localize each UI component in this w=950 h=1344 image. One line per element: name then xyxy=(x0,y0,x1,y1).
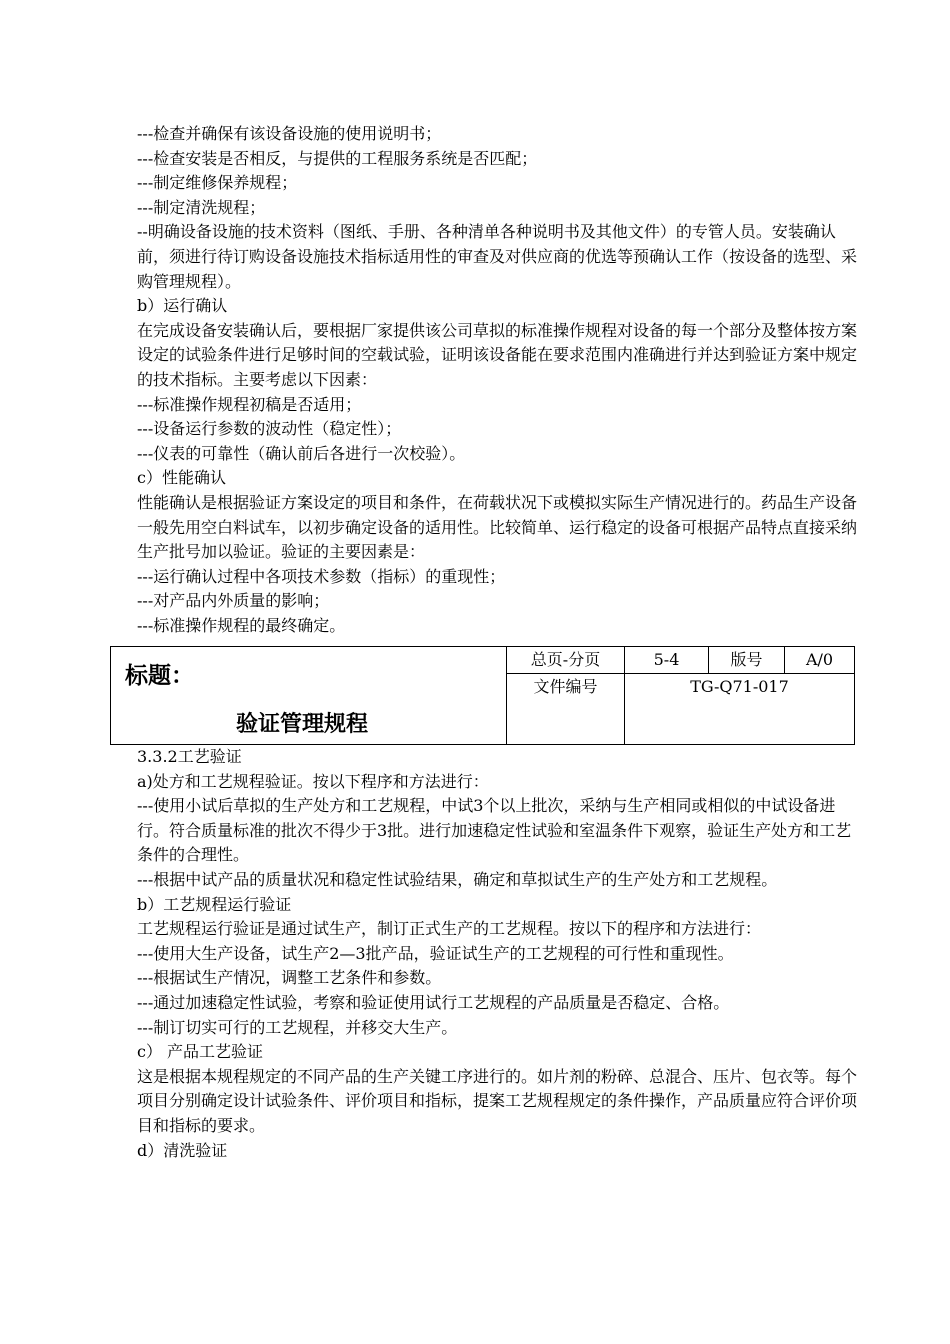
section-heading: b）工艺规程运行验证 xyxy=(137,894,292,914)
text-line: ---仪表的可靠性（确认前后各进行一次校验）。 xyxy=(137,443,466,463)
text-line: ---运行确认过程中各项技术参数（指标）的重现性； xyxy=(137,566,506,586)
section-heading: c）性能确认 xyxy=(137,468,226,488)
text-paragraph: --明确设备设施的技术资料（图纸、手册、各种清单各种说明书及其他文件）的专管人员。安装确认前，须进行待订购设备设施技术指标适用性的审查及对供应商的优选等预确认工作（按设备的选型、采购管理规程）。 xyxy=(137,222,858,291)
section-heading: c） 产品工艺验证 xyxy=(137,1042,264,1062)
text-line: ---对产品内外质量的影响； xyxy=(137,591,330,611)
version-label: 版号 xyxy=(709,647,785,673)
doc-number-label: 文件编号 xyxy=(507,674,625,744)
page-value: 5-4 xyxy=(625,647,709,673)
text-line: ---制定维修保养规程； xyxy=(137,173,298,193)
text-line: a)处方和工艺规程验证。按以下程序和方法进行： xyxy=(137,771,489,791)
page-version-row xyxy=(507,647,854,674)
section-heading: b）运行确认 xyxy=(137,296,228,316)
text-paragraph: ---使用小试后草拟的生产处方和工艺规程，中试3个以上批次，采纳与生产相同或相似的中试设备进行。符合质量标准的批次不得少于3批。进行加速稳定性试验和室温条件下观察，验证生产处方和工艺条件的合理性。 xyxy=(137,796,852,865)
section-heading: d）清洗验证 xyxy=(137,1140,228,1160)
text-line: ---制定清洗规程； xyxy=(137,197,266,217)
doc-number-row xyxy=(507,674,854,744)
text-paragraph: ---根据中试产品的质量状况和稳定性试验结果，确定和草拟试生产的生产处方和工艺规程。 xyxy=(137,869,778,889)
title-label: 标题： xyxy=(125,663,194,689)
doc-number-value: TG-Q71-017 xyxy=(690,677,789,696)
text-line: ---检查安装是否相反，与提供的工程服务系统是否匹配； xyxy=(137,148,538,168)
document-title: 验证管理规程 xyxy=(236,712,369,737)
text-line: ---标准操作规程初稿是否适用； xyxy=(137,394,362,414)
version-value: A/0 xyxy=(805,650,834,669)
upper-text-block xyxy=(137,122,859,638)
text-paragraph: 性能确认是根据验证方案设定的项目和条件，在荷载状况下或模拟实际生产情况进行的。药品生产设备一般先用空白料试车，以初步确定设备的适用性。比较简单、运行稳定的设备可根据产品特点直接采纳生产批号加以验证。验证的主要因素是： xyxy=(137,492,858,562)
text-line: ---检查并确保有该设备设施的使用说明书； xyxy=(137,124,442,143)
text-line: ---使用大生产设备，试生产2—3批产品，验证试生产的工艺规程的可行性和重现性。 xyxy=(137,943,734,963)
section-heading: 3.3.2工艺验证 xyxy=(137,747,242,766)
lower-text-block xyxy=(137,745,859,1163)
text-paragraph: 在完成设备安装确认后，要根据厂家提供该公司草拟的标准操作规程对设备的每一个部分及整体按方案设定的试验条件进行足够时间的空载试验，证明该设备能在要求范围内准确进行并达到验证方案中规定的技术指标。主要考虑以下因素： xyxy=(137,320,858,389)
page-label: 总页-分页 xyxy=(507,647,625,673)
text-line: ---设备运行参数的波动性（稳定性）； xyxy=(137,419,402,439)
text-line: ---通过加速稳定性试验，考察和验证使用试行工艺规程的产品质量是否稳定、合格。 xyxy=(137,992,730,1012)
text-line: ---标准操作规程的最终确定。 xyxy=(137,615,346,635)
text-paragraph: 这是根据本规程规定的不同产品的生产关键工序进行的。如片剂的粉碎、总混合、压片、包衣等。每个项目分别确定设计试验条件、评价项目和指标，提案工艺规程规定的条件操作，产品质量应符合评价项目和指标的要求。 xyxy=(137,1066,858,1135)
title-cell xyxy=(111,647,507,744)
text-paragraph: 工艺规程运行验证是通过试生产，制订正式生产的工艺规程。按以下的程序和方法进行： xyxy=(137,919,762,939)
text-line: ---根据试生产情况，调整工艺条件和参数。 xyxy=(137,968,442,988)
document-header-table xyxy=(110,646,855,745)
text-line: ---制订切实可行的工艺规程，并移交大生产。 xyxy=(137,1017,458,1037)
